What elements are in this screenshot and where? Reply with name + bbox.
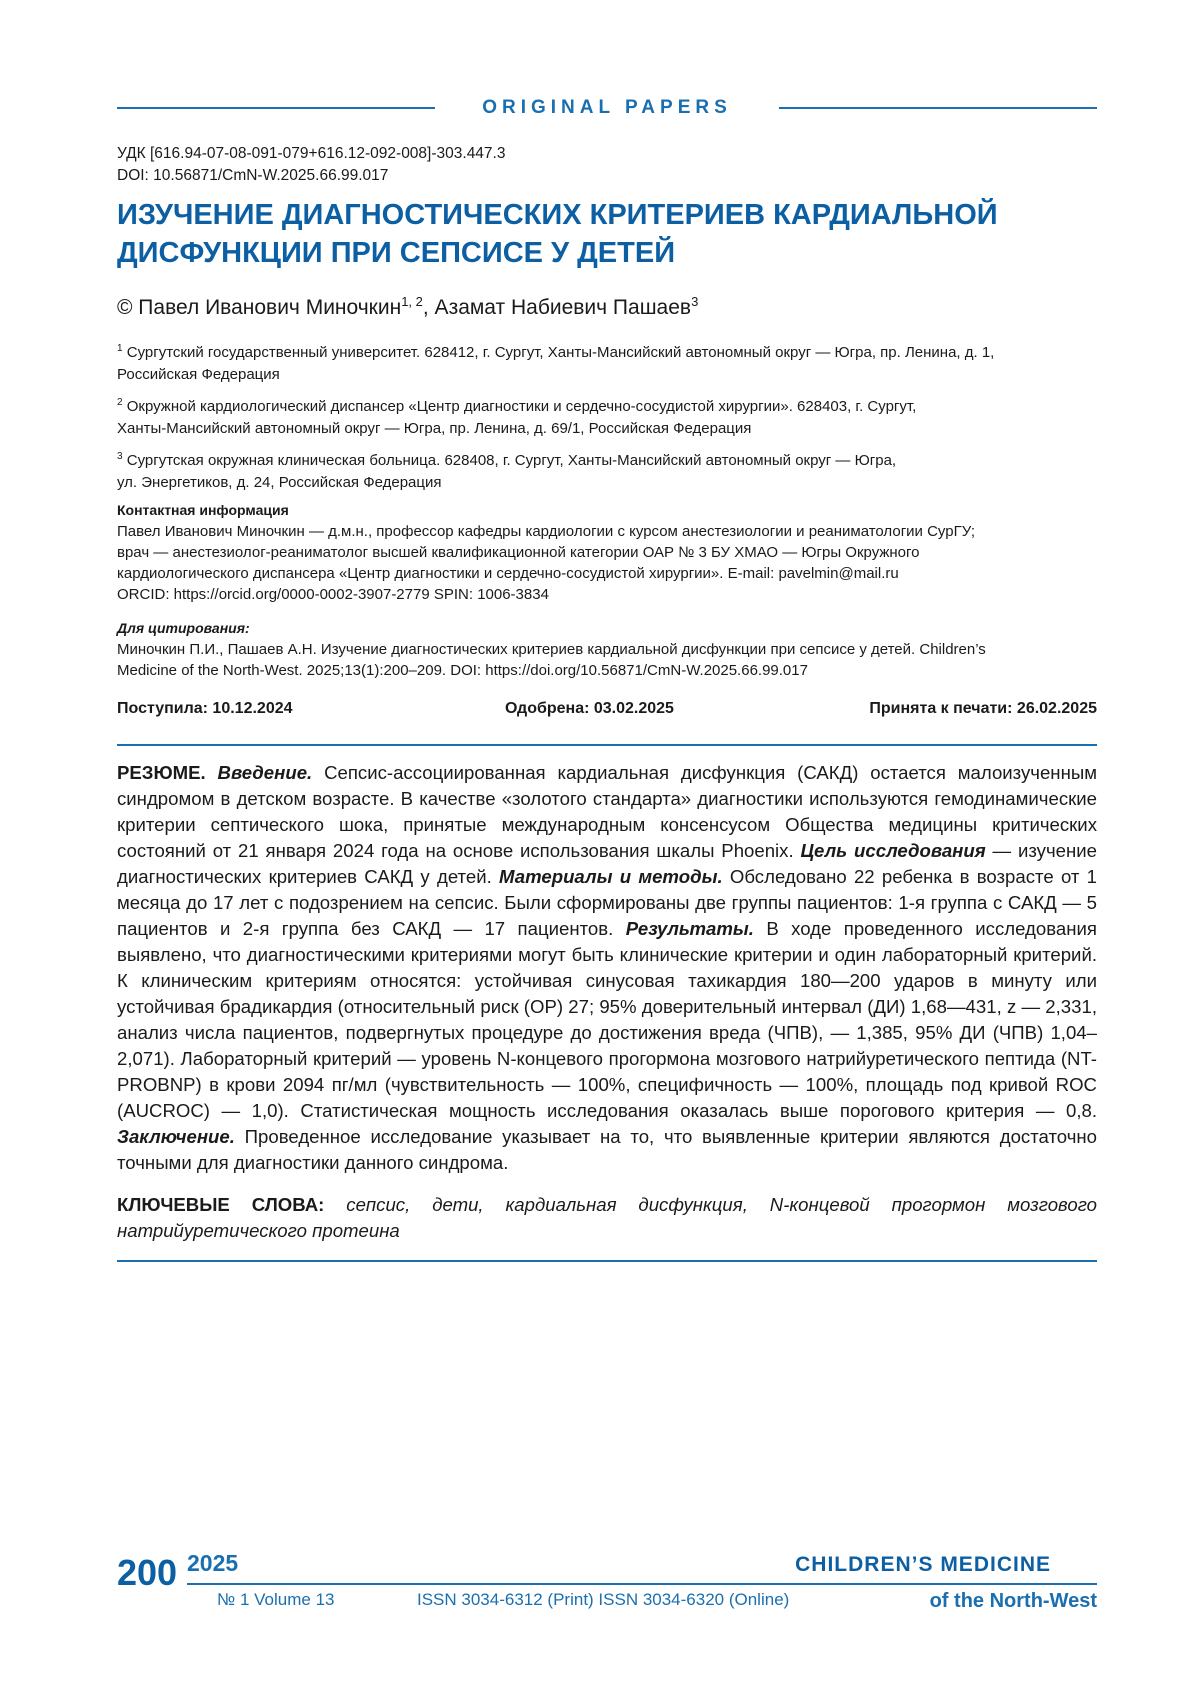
journal-name: CHILDREN’S MEDICINE: [795, 1553, 1051, 1576]
conclusion-label: Заключение.: [117, 1126, 235, 1147]
affiliation-1: [117, 338, 1097, 386]
affiliation-3: [117, 446, 1097, 494]
citation-line: Миночкин П.И., Пашаев А.Н. Изучение диагностических критериев кардиальной дисфункции при сепсисе у детей. Children’s: [117, 641, 986, 658]
header-rule-left: [117, 107, 435, 109]
footer-rule: [187, 1583, 1097, 1585]
keywords: [117, 1192, 1097, 1244]
footer-issn: ISSN 3034-6312 (Print) ISSN 3034-6320 (Online): [417, 1590, 790, 1609]
udk-code: УДК [616.94-07-08-091-079+616.12-092-008]-303.447.3: [117, 145, 506, 162]
section-label: ORIGINAL PAPERS: [482, 97, 732, 118]
article-meta: [117, 143, 505, 187]
footer-year: 2025: [187, 1550, 239, 1576]
methods-label: Материалы и методы.: [499, 866, 723, 887]
affiliation-number: 3: [117, 451, 123, 462]
author-2-affiliations: 3: [691, 294, 699, 309]
title-line-1: ИЗУЧЕНИЕ ДИАГНОСТИЧЕСКИХ КРИТЕРИЕВ КАРДИАЛЬНОЙ: [117, 199, 998, 231]
affiliation-number: 1: [117, 343, 123, 354]
date-received: Поступила: 10.12.2024: [117, 700, 293, 717]
article-dates: [117, 700, 1097, 722]
aim-text: — изучение диагностических критериев САКД у детей.: [117, 840, 1097, 887]
abstract-rule-top: [117, 744, 1097, 746]
contact-line: врач — анестезиолог-реаниматолог высшей квалификационной категории ОАР № 3 БУ ХМАО — Югры Окружного: [117, 544, 920, 561]
affiliation-text: Российская Федерация: [117, 366, 280, 383]
results-label: Результаты.: [625, 918, 754, 939]
date-approved: Одобрена: 03.02.2025: [505, 700, 674, 717]
conclusion-text: Проведенное исследование указывает на то, что выявленные критерии являются достаточно точными для диагностики данного синдрома.: [117, 1126, 1097, 1173]
footer-volume: № 1 Volume 13: [217, 1590, 335, 1609]
article-title: [117, 196, 1097, 272]
author-1: © Павел Иванович Миночкин: [117, 296, 402, 319]
article-page: [117, 0, 1097, 1698]
affiliation-text: Ханты-Мансийский автономный округ — Югра, пр. Ленина, д. 69/1, Российская Федерация: [117, 420, 752, 437]
aim-label: Цель исследования: [800, 840, 986, 861]
results-text: В ходе проведенного исследования выявлено, что диагностическими критериями могут быть клинические критерии и один лабораторный критерий. К клиническим критериям относятся: устойчивая синусовая тахикардия 180—200 ударов в минуту или устойчивая брадикардия (относительный риск (ОР) 27; 95% доверительный интервал (ДИ) 1,68—431, z — 2,331, анализ числа пациентов, подвергнутых процедуре до достижения вреда (ЧПВ), — 1,385, 95% ДИ (ЧПВ) 1,04–2,071). Лабораторный критерий — уровень N-концевого прогормона мозгового натрийуретического пептида (NT-PROBNP) в крови 2094 пг/мл (чувствительность — 100%, специфичность — 100%, площадь под кривой ROC (AUCROC) — 1,0). Статистическая мощность исследования оказалась выше порогового критерия — 0,8.: [117, 918, 1097, 1121]
citation: [117, 618, 1097, 681]
header-rule-right: [779, 107, 1097, 109]
date-accepted: Принята к печати: 26.02.2025: [869, 700, 1097, 717]
keywords-label: КЛЮЧЕВЫЕ СЛОВА:: [117, 1194, 325, 1215]
affiliation-2: [117, 392, 1097, 440]
affiliation-text: Сургутский государственный университет. 628412, г. Сургут, Ханты-Мансийский автономный округ — Югра, пр. Ленина, д. 1,: [126, 344, 995, 361]
affiliation-text: Сургутская окружная клиническая больница. 628408, г. Сургут, Ханты-Мансийский автономный округ — Югра,: [126, 452, 897, 469]
abstract-label: РЕЗЮМЕ.: [117, 762, 206, 783]
title-line-2: ДИСФУНКЦИИ ПРИ СЕПСИСЕ У ДЕТЕЙ: [117, 237, 676, 269]
contact-label: Контактная информация: [117, 502, 289, 518]
contact-info: [117, 500, 1097, 605]
contact-line: кардиологического диспансера «Центр диагностики и сердечно-сосудистой хирургии». E-mail: pavelmin@mail.ru: [117, 565, 899, 582]
doi: DOI: 10.56871/CmN-W.2025.66.99.017: [117, 167, 389, 184]
affiliation-number: 2: [117, 397, 123, 408]
keywords-text: сепсис, дети, кардиальная дисфункция, N-концевой прогормон мозгового натрийуретического протеина: [117, 1194, 1097, 1241]
authors: [117, 288, 698, 322]
methods-text: Обследовано 22 ребенка в возрасте от 1 месяца до 17 лет с подозрением на сепсис. Были сформированы две группы пациентов: 1-я группа с САКД — 5 пациентов и 2-я группа без САКД — 17 пациентов.: [117, 866, 1097, 939]
orcid-line: ORCID: https://orcid.org/0000-0002-3907-2779 SPIN: 1006-3834: [117, 586, 549, 603]
intro-label: Введение.: [217, 762, 313, 783]
author-2: , Азамат Набиевич Пашаев: [422, 296, 692, 319]
section-header: [117, 96, 1097, 120]
affiliation-text: ул. Энергетиков, д. 24, Российская Федерация: [117, 474, 442, 491]
author-1-affiliations: 1, 2: [401, 294, 423, 309]
abstract-rule-bottom: [117, 1260, 1097, 1262]
abstract: [117, 760, 1097, 1176]
page-number: 200: [117, 1552, 178, 1593]
intro-text: Сепсис-ассоциированная кардиальная дисфункция (САКД) остается малоизученным синдромом в детском возрасте. В качестве «золотого стандарта» диагностики используются гемодинамические критерии септического шока, принятые международным консенсусом Общества медицины критических состояний от 21 января 2024 года на основе использования шкалы Phoenix.: [117, 762, 1097, 861]
journal-subtitle: of the North-West: [929, 1590, 1097, 1612]
affiliation-text: Окружной кардиологический диспансер «Центр диагностики и сердечно-сосудистой хирургии». 628403, г. Сургут,: [126, 398, 917, 415]
contact-line: Павел Иванович Миночкин — д.м.н., профессор кафедры кардиологии с курсом анестезиологии и реаниматологии СурГУ;: [117, 523, 976, 540]
citation-line: Medicine of the North-West. 2025;13(1):200–209. DOI: https://doi.org/10.56871/CmN-W.2025.66.99.017: [117, 662, 808, 679]
citation-label: Для цитирования:: [117, 620, 250, 636]
